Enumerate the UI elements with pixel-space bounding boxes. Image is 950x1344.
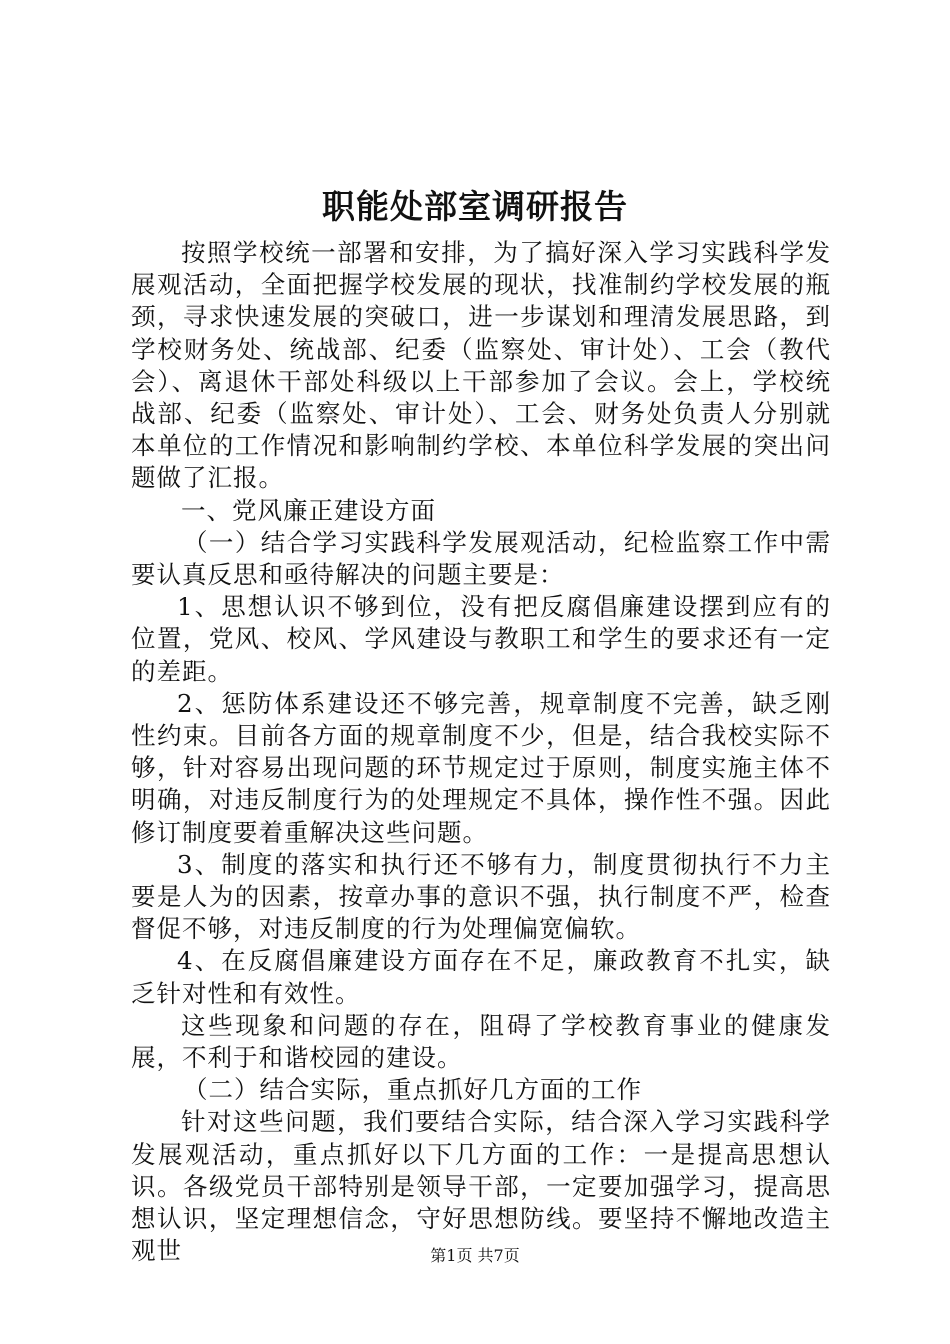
list-item-4: 4、在反腐倡廉建设方面存在不足，廉政教育不扎实，缺乏针对性和有效性。 — [131, 946, 831, 1008]
subsection-heading-2: （二）结合实际，重点抓好几方面的工作 — [183, 1075, 642, 1105]
list-item-1: 1、思想认识不够到位，没有把反腐倡廉建设摆到应有的位置，党风、校风、学风建设与教职工和学生的要求还有一定的差距。 — [131, 592, 831, 686]
subsection-heading-1: （一）结合学习实践科学发展观活动，纪检监察工作中需要认真反思和亟待解决的问题主要是： — [131, 527, 831, 590]
section-heading-1: 一、党风廉正建设方面 — [181, 495, 436, 525]
summary-paragraph: 这些现象和问题的存在，阻碍了学校教育事业的健康发展，不利于和谐校园的建设。 — [131, 1010, 831, 1073]
page-number-footer: 第1页 共7页 — [430, 1246, 520, 1265]
list-item-3: 3、制度的落实和执行还不够有力，制度贯彻执行不力主要是人为的因素，按章办事的意识不强，执行制度不严，检查督促不够，对违反制度的行为处理偏宽偏软。 — [131, 849, 831, 944]
body-paragraph: 针对这些问题，我们要结合实际，结合深入学习实践科学发展观活动，重点抓好以下几方面的工作：一是提高思想认识。各级党员干部特别是领导干部，一定要加强学习，提高思想认识，坚定理想信念，守好思想防线。要坚持不懈地改造主观世 — [131, 1107, 831, 1266]
document-title: 职能处部室调研报告 — [322, 187, 628, 226]
intro-paragraph: 按照学校统一部署和安排，为了搞好深入学习实践科学发展观活动，全面把握学校发展的现状，找准制约学校发展的瓶颈，寻求快速发展的突破口，进一步谋划和理清发展思路，到学校财务处、统战部、纪委（监察处、审计处）、工会（教代会）、离退休干部处科级以上干部参加了会议。会上，学校统战部、纪委（监察处、审计处）、工会、财务处负责人分别就本单位的工作情况和影响制约学校、本单位科学发展的突出问题做了汇报。 — [131, 238, 831, 493]
list-item-2: 2、惩防体系建设还不够完善，规章制度不完善，缺乏刚性约束。目前各方面的规章制度不少，但是，结合我校实际不够，针对容易出现问题的环节规定过于原则，制度实施主体不明确，对违反制度行为的处理规定不具体，操作性不强。因此修订制度要着重解决这些问题。 — [131, 688, 831, 847]
document-body — [131, 237, 831, 1268]
